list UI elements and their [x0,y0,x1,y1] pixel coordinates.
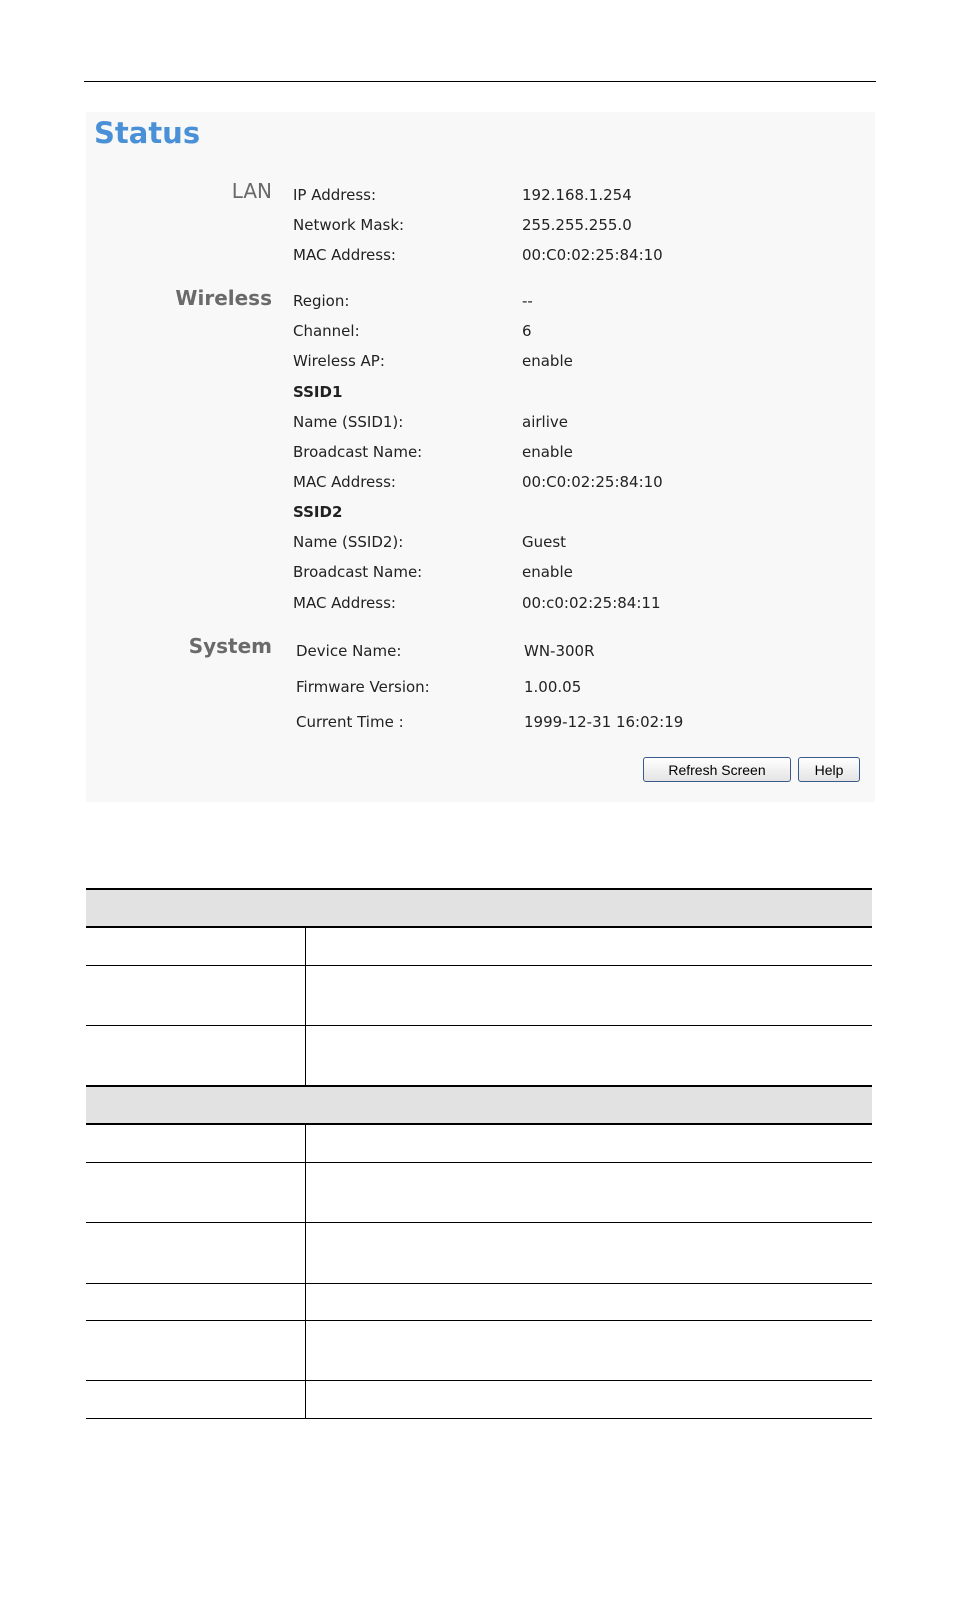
system-device-name-value: WN-300R [524,642,595,660]
help-button[interactable]: Help [798,757,860,782]
system-time-value: 1999-12-31 16:02:19 [524,713,684,731]
wireless-region-value: -- [522,292,533,310]
page-title: Status [94,116,201,150]
system-firmware-value: 1.00.05 [524,678,582,696]
ssid2-mac-value: 00:c0:02:25:84:11 [522,594,661,612]
system-time-label: Current Time : [296,713,404,731]
system-device-name-label: Device Name: [296,642,402,660]
table-row [86,1025,872,1086]
description-table [86,888,872,1419]
ssid2-mac-label: MAC Address: [293,594,396,612]
section-label-lan: LAN [231,179,272,203]
wireless-channel-label: Channel: [293,322,360,340]
wireless-ap-label: Wireless AP: [293,352,385,370]
ssid1-name-value: airlive [522,413,568,431]
system-firmware-label: Firmware Version: [296,678,430,696]
table-section-header [86,1086,872,1124]
wireless-ap-value: enable [522,352,573,370]
table-row [86,1222,872,1283]
lan-mac-label: MAC Address: [293,246,396,264]
lan-mac-value: 00:C0:02:25:84:10 [522,246,663,264]
table-row [86,1124,872,1162]
ssid1-mac-label: MAC Address: [293,473,396,491]
table-row [86,965,872,1025]
lan-mask-value: 255.255.255.0 [522,216,632,234]
table-row [86,1380,872,1418]
lan-mask-label: Network Mask: [293,216,405,234]
ssid1-name-label: Name (SSID1): [293,413,404,431]
ssid1-heading: SSID1 [293,383,343,401]
wireless-region-label: Region: [293,292,350,310]
lan-ip-label: IP Address: [293,186,377,204]
table-row [86,927,872,965]
lan-ip-value: 192.168.1.254 [522,186,632,204]
wireless-channel-value: 6 [522,322,532,340]
ssid1-broadcast-value: enable [522,443,573,461]
ssid1-broadcast-label: Broadcast Name: [293,443,423,461]
section-label-wireless: Wireless [175,286,272,310]
table-section-header [86,889,872,927]
ssid2-broadcast-label: Broadcast Name: [293,563,423,581]
top-divider [84,81,876,82]
ssid2-broadcast-value: enable [522,563,573,581]
table-row [86,1162,872,1222]
ssid2-heading: SSID2 [293,503,343,521]
table-row [86,1320,872,1380]
ssid2-name-value: Guest [522,533,567,551]
ssid1-mac-value: 00:C0:02:25:84:10 [522,473,663,491]
status-panel [86,112,875,802]
refresh-screen-button[interactable]: Refresh Screen [643,757,791,782]
table-row [86,1283,872,1320]
section-label-system: System [188,634,272,658]
ssid2-name-label: Name (SSID2): [293,533,404,551]
